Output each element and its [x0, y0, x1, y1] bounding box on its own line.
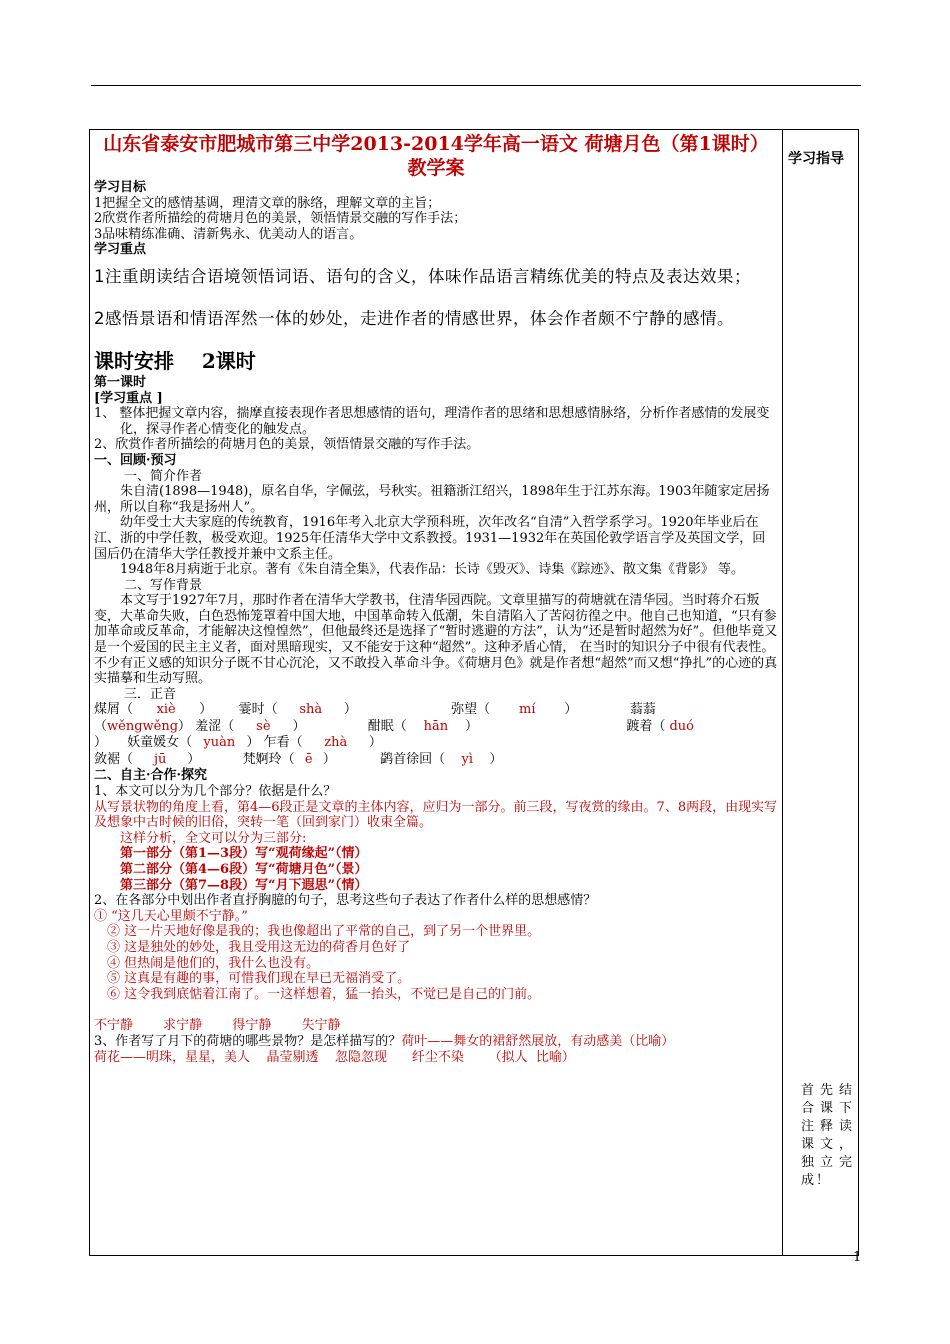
- pron-pinyin: hān: [423, 718, 449, 734]
- author-paragraph: 幼年受士大夫家庭的传统教育，1916年考入北京大学预科班，次年改名“自清”入哲学系学习。1920年毕业后在江、浙的中学任教，极受欢迎。1925年任清华大学中文系教授。1931—1932年在英国伦敦学语言学及英国文学，回国后仍在清华大学任教授并兼中文系主任。: [94, 515, 766, 562]
- question-3: [94, 1034, 778, 1050]
- part-item: 第二部分（第4—6段）写“荷塘月色”（景）: [120, 862, 368, 877]
- author-paragraph: 朱自清(1898—1948)，原名自华，字佩弦，号秋实。祖籍浙江绍兴，1898年生于江苏东海。1903年随家定居扬州，所以自称“我是扬州人”。: [94, 484, 770, 515]
- mood-sequence: [94, 1018, 778, 1034]
- answer-2-item: ⑥ 这令我到底惦着江南了。一这样想着，猛一抬头，不觉已是自己的门前。: [107, 986, 541, 1002]
- focus-item: 2感悟景语和情语浑然一体的妙处，走进作者的情感世界，体会作者颇不宁静的感情。: [94, 309, 734, 329]
- answer-3b: 荷花——明珠，星星，美人 晶莹剔透 忽隐忽现 纤尘不染 （拟人 比喻）: [94, 1049, 575, 1065]
- guidance-note: 首先结合课下注释读课文，独立完成！: [801, 1083, 854, 1188]
- pron-word: 霎时: [238, 702, 265, 718]
- question-1: 1、本文可以分为几个部分？依据是什么？: [94, 784, 337, 800]
- lesson-table: [89, 129, 859, 1256]
- mood-item: 不宁静: [94, 1018, 134, 1034]
- pron-pinyin: shà: [299, 702, 323, 718]
- pron-word: 弥望: [451, 702, 478, 718]
- answer-2-item: ③ 这是独处的妙处，我且受用这无边的荷香月色好了: [107, 939, 411, 955]
- lesson-item: 2、欣赏作者所描绘的荷塘月色的美景，领悟情景交融的写作手法。: [94, 437, 480, 453]
- part-item: 第三部分（第7—8段）写“月下遐思”（情）: [120, 877, 368, 893]
- answer-1: 从写景状物的角度上看，第4—6段正是文章的主体内容，应归为一部分。前三段，写夜赏的缘由。7、8两段，由现实写及想象中古时候的旧俗，突转一笔（回到家门）收束全篇。: [94, 799, 778, 831]
- pronunciation-heading: 三．正音: [124, 686, 177, 702]
- pron-pinyin: xiè: [156, 702, 176, 718]
- pron-word: 羞涩: [195, 718, 222, 734]
- pron-pinyin: mí: [519, 702, 536, 718]
- column-divider: [782, 130, 783, 1255]
- pron-word: 酣眠: [367, 718, 394, 734]
- header-rule: [91, 85, 861, 86]
- answer-2-item: ⑤ 这真是有趣的事，可惜我们现在早已无福消受了。: [107, 971, 411, 987]
- goals-heading: 学习目标: [94, 180, 147, 195]
- review-heading: 一、回顾·预习: [94, 452, 177, 468]
- pron-word: 乍看: [263, 735, 290, 751]
- goal-item: 2欣赏作者所描绘的荷塘月色的美景，领悟情景交融的写作手法；: [94, 211, 467, 227]
- pron-pinyin: jū: [153, 751, 167, 767]
- background-paragraph: 本文写于1927年7月，那时作者在清华大学教书，住清华园西院。文章里描写的荷塘就在清华园。当时蒋介石叛变，大革命失败，白色恐怖笼罩着中国大地，中国革命转入低潮，朱自清陷入了苦闷彷徨之中。他自己也知道，“只有参加革命或反革命，才能解决这惶惶然”，但他最终还是选择了“暂时逃避的方法”，认为“还是暂时超然为好”。但他毕竟又是一个爱国的民主主义者，面对黑暗现实，又不能安于这种“超然”。这种矛盾心情， 在当时的知识分子中很有代表性。不少有正义感的知识分子既不甘心沉沦，又不敢投入革命斗争。《荷塘月色》就是作者想“超然”而又想“挣扎”的心迹的真实描摹和生动写照。: [94, 593, 778, 687]
- answer-2-item: ④ 但热闹是他们的，我什么也没有。: [107, 955, 320, 971]
- lesson-focus-heading: [学习重点 ]: [94, 390, 163, 406]
- pronunciation-list: 煤屑（ xiè ） 霎时（ shà ） 弥望（ mí ） 蓊蓊 （wěngwěng） 羞涩（ sè ） 酣眠（ hān ） 踱着（ duó ） 妖童媛女（ yuàn ） 乍看（ zhà ） 敛裾（ jū ） 梵婀玲（ ē ） 鹢首徐回（ yì ）: [94, 702, 694, 767]
- answer-3a: 荷叶——舞女的裙舒然展放，有动感美（比喻）: [401, 1033, 675, 1049]
- goal-item: 1把握全文的感情基调，理清文章的脉络，理解文章的主旨；: [94, 195, 441, 211]
- pron-word: 鹢首徐回: [380, 751, 433, 767]
- goal-item: 3品味精练准确、清新隽永、优美动人的语言。: [94, 226, 363, 242]
- pron-word: 敛裾: [94, 751, 121, 767]
- lesson-heading: 第一课时: [94, 374, 147, 390]
- pron-word: 踱着: [626, 718, 653, 734]
- main-column: [94, 130, 778, 1065]
- pron-pinyin: sè: [256, 718, 271, 734]
- pron-word: 蓊蓊: [629, 702, 656, 718]
- guidance-title: 学习指导: [788, 151, 844, 167]
- pron-pinyin: zhà: [324, 735, 348, 751]
- pron-pinyin: duó: [669, 718, 694, 734]
- page-number: 1: [853, 1250, 862, 1265]
- focus-heading: 学习重点: [94, 242, 147, 258]
- schedule-heading: 课时安排 2课时: [94, 348, 256, 373]
- mood-item: 得宁静: [232, 1018, 272, 1034]
- pron-word: 妖童媛女: [127, 735, 180, 751]
- author-heading: 一、简介作者: [124, 468, 203, 484]
- pron-word: 煤屑: [94, 702, 121, 718]
- lesson-item: 1、 整体把握文章内容，揣摩直接表现作者思想感情的语句，理清作者的思绪和思想感情脉络，分析作者感情的发展变化，探寻作者心情变化的触发点。: [94, 406, 770, 437]
- background-heading: 二、写作背景: [124, 577, 203, 593]
- pron-pinyin: yì: [461, 751, 474, 767]
- author-paragraph: 1948年8月病逝于北京。著有《朱自清全集》，代表作品：长诗《毁灭》、诗集《踪迹》、散文集《背影》 等。: [120, 562, 744, 578]
- explore-heading: 二、自主·合作·探究: [94, 768, 208, 784]
- pron-pinyin: wěngwěng: [107, 718, 179, 734]
- answer-1-lead: 这样分析，全文可以分为三部分:: [120, 830, 307, 846]
- mood-item: 求宁静: [163, 1018, 203, 1034]
- pron-word: 梵婀玲: [242, 751, 282, 767]
- question-3-text: 3、作者写了月下的荷塘的哪些景物？是怎样描写的？: [94, 1033, 402, 1049]
- answer-2-item: ② 这一片天地好像是我的；我也像超出了平常的自己，到了另一个世界里。: [107, 924, 541, 940]
- part-item: 第一部分（第1—3段）写“观荷缘起”（情）: [120, 846, 368, 862]
- mood-item: 失宁静: [301, 1018, 341, 1034]
- document-title: 山东省泰安市肥城市第三中学2013-2014学年高一语文 荷塘月色（第1课时）教学案: [103, 133, 769, 179]
- answer-2-item: ① “这几天心里颇不宁静。”: [94, 908, 248, 924]
- focus-item: 1注重朗读结合语境领悟词语、语句的含义，体味作品语言精练优美的特点及表达效果；: [94, 266, 751, 286]
- pron-pinyin: yuàn: [203, 735, 236, 751]
- pron-pinyin: ē: [304, 751, 313, 767]
- question-2: 2、在各部分中划出作者直抒胸臆的句子，思考这些句子表达了作者什么样的思想感情？: [94, 893, 597, 909]
